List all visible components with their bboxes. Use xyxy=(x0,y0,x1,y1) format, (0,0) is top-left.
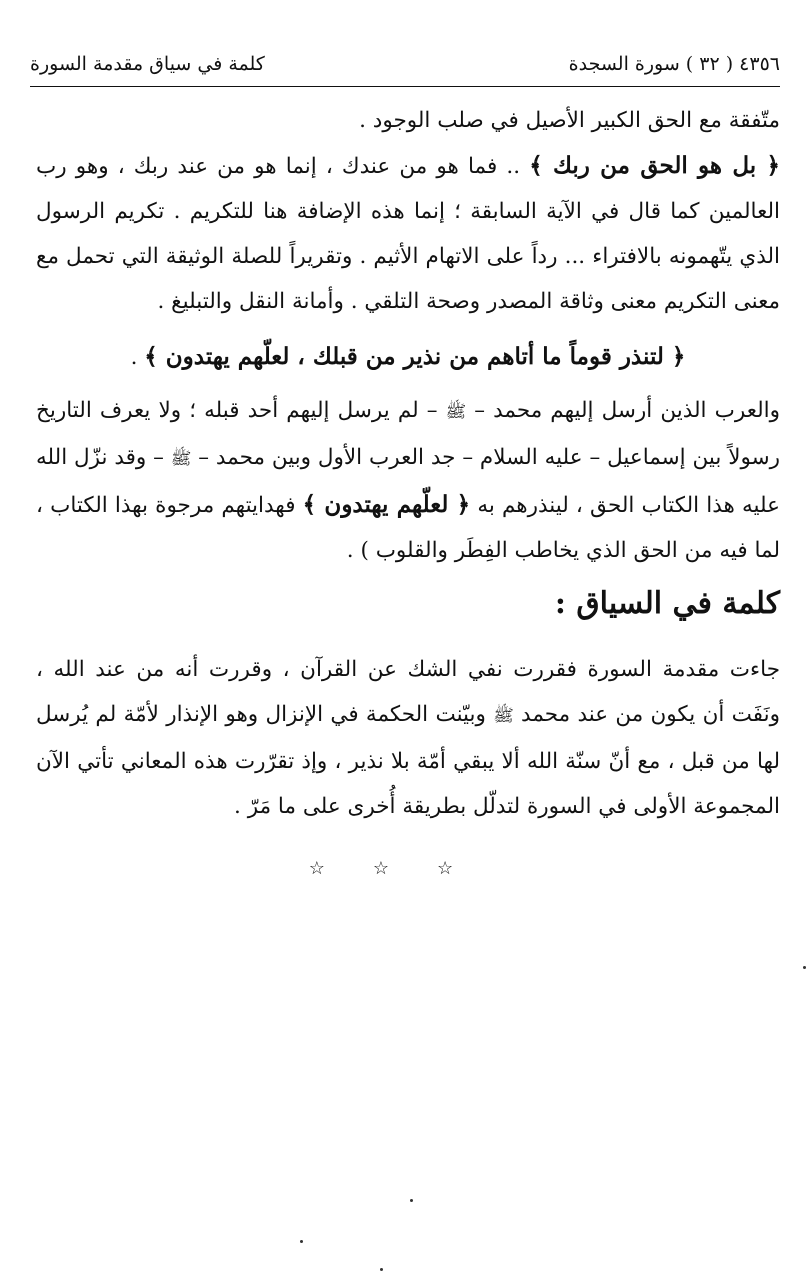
pbuh-glyph: ﷺ xyxy=(493,706,514,726)
paragraph-text: فهدايتهم مرجوة بهذا الكتاب ، لما فيه من الحق الذي يخاطب الفِطَر والقلوب ) . xyxy=(36,493,780,563)
page-number: ٤٣٥٦ xyxy=(739,53,780,75)
pbuh-glyph: ﷺ xyxy=(445,402,467,422)
header-section: كلمة في سياق مقدمة السورة xyxy=(30,53,265,75)
surah-title: ( ٣٢ ) سورة السجدة xyxy=(568,53,734,75)
header-surah xyxy=(569,53,780,75)
scan-speck xyxy=(410,1199,413,1202)
pbuh-glyph: ﷺ xyxy=(170,449,192,469)
paragraph-end: . xyxy=(130,345,138,370)
quran-verse: ﴿ بل هو الحق من ربك ﴾ xyxy=(529,152,780,179)
paragraph-4 xyxy=(36,388,780,573)
section-title: كلمة في السياق : xyxy=(554,586,780,621)
paragraph-text: وبيّنت الحكمة في الإنزال وهو الإنذار لأمّة لم يُرسل لها من قبل ، مع أنّ سنّة الله ألا يبقي أمّة بلا نذير ، وإذ تقرّرت هذه المعاني تأتي الآن المجموعة الأولى في السورة لتدلّل بطريقة أُخرى على ما مَرّ . xyxy=(36,702,780,819)
paragraph-3 xyxy=(36,334,780,380)
paragraph-text: .. فما هو من عندك ، إنما هو من عند ربك ، وهو رب العالمين كما قال في الآية السابقة ؛ إنما هذه الإضافة هنا للتكريم . تكريم الرسول الذي يتّهمونه بالافتراء ... رداً على الاتهام الأثيم . وتقريراً للصلة الوثيقة التي تحمل مع معنى التكريم معنى وثاقة المصدر وصحة التلقي . وأمانة النقل والتبليغ . xyxy=(36,154,780,314)
paragraph-text: والعرب الذين أرسل إليهم محمد – xyxy=(474,398,780,423)
quran-verse: ﴿ لتنذر قوماً ما أتاهم من نذير من قبلك ، لعلّهم يهتدون ﴾ xyxy=(144,343,686,370)
paragraph-1: متّفقة مع الحق الكبير الأصيل في صلب الوجود . xyxy=(359,108,780,133)
scan-speck xyxy=(803,966,806,969)
paragraph-2 xyxy=(36,143,780,324)
page-body xyxy=(36,98,780,829)
section-divider-stars: ☆☆☆ xyxy=(308,858,502,879)
paragraph-text: جاءت مقدمة السورة فقررت نفي الشك عن القرآن ، وقررت أنه من عند الله ، ونَفَت أن يكون من عند محمد xyxy=(36,657,780,727)
scan-speck xyxy=(380,1268,383,1271)
quran-verse: ﴿ لعلّهم يهتدون ﴾ xyxy=(302,491,471,518)
page-header xyxy=(30,42,780,87)
paragraph-text: – وقد نزّل الله عليه هذا الكتاب الحق ، لينذرهم به xyxy=(36,445,780,518)
paragraph-text: – لم يرسل إليهم أحد قبله ؛ ولا يعرف التاريخ رسولاً بين إسماعيل – عليه السلام – جد العرب الأول وبين محمد – xyxy=(36,398,780,470)
paragraph-5 xyxy=(36,647,780,829)
scan-speck xyxy=(300,1240,303,1243)
